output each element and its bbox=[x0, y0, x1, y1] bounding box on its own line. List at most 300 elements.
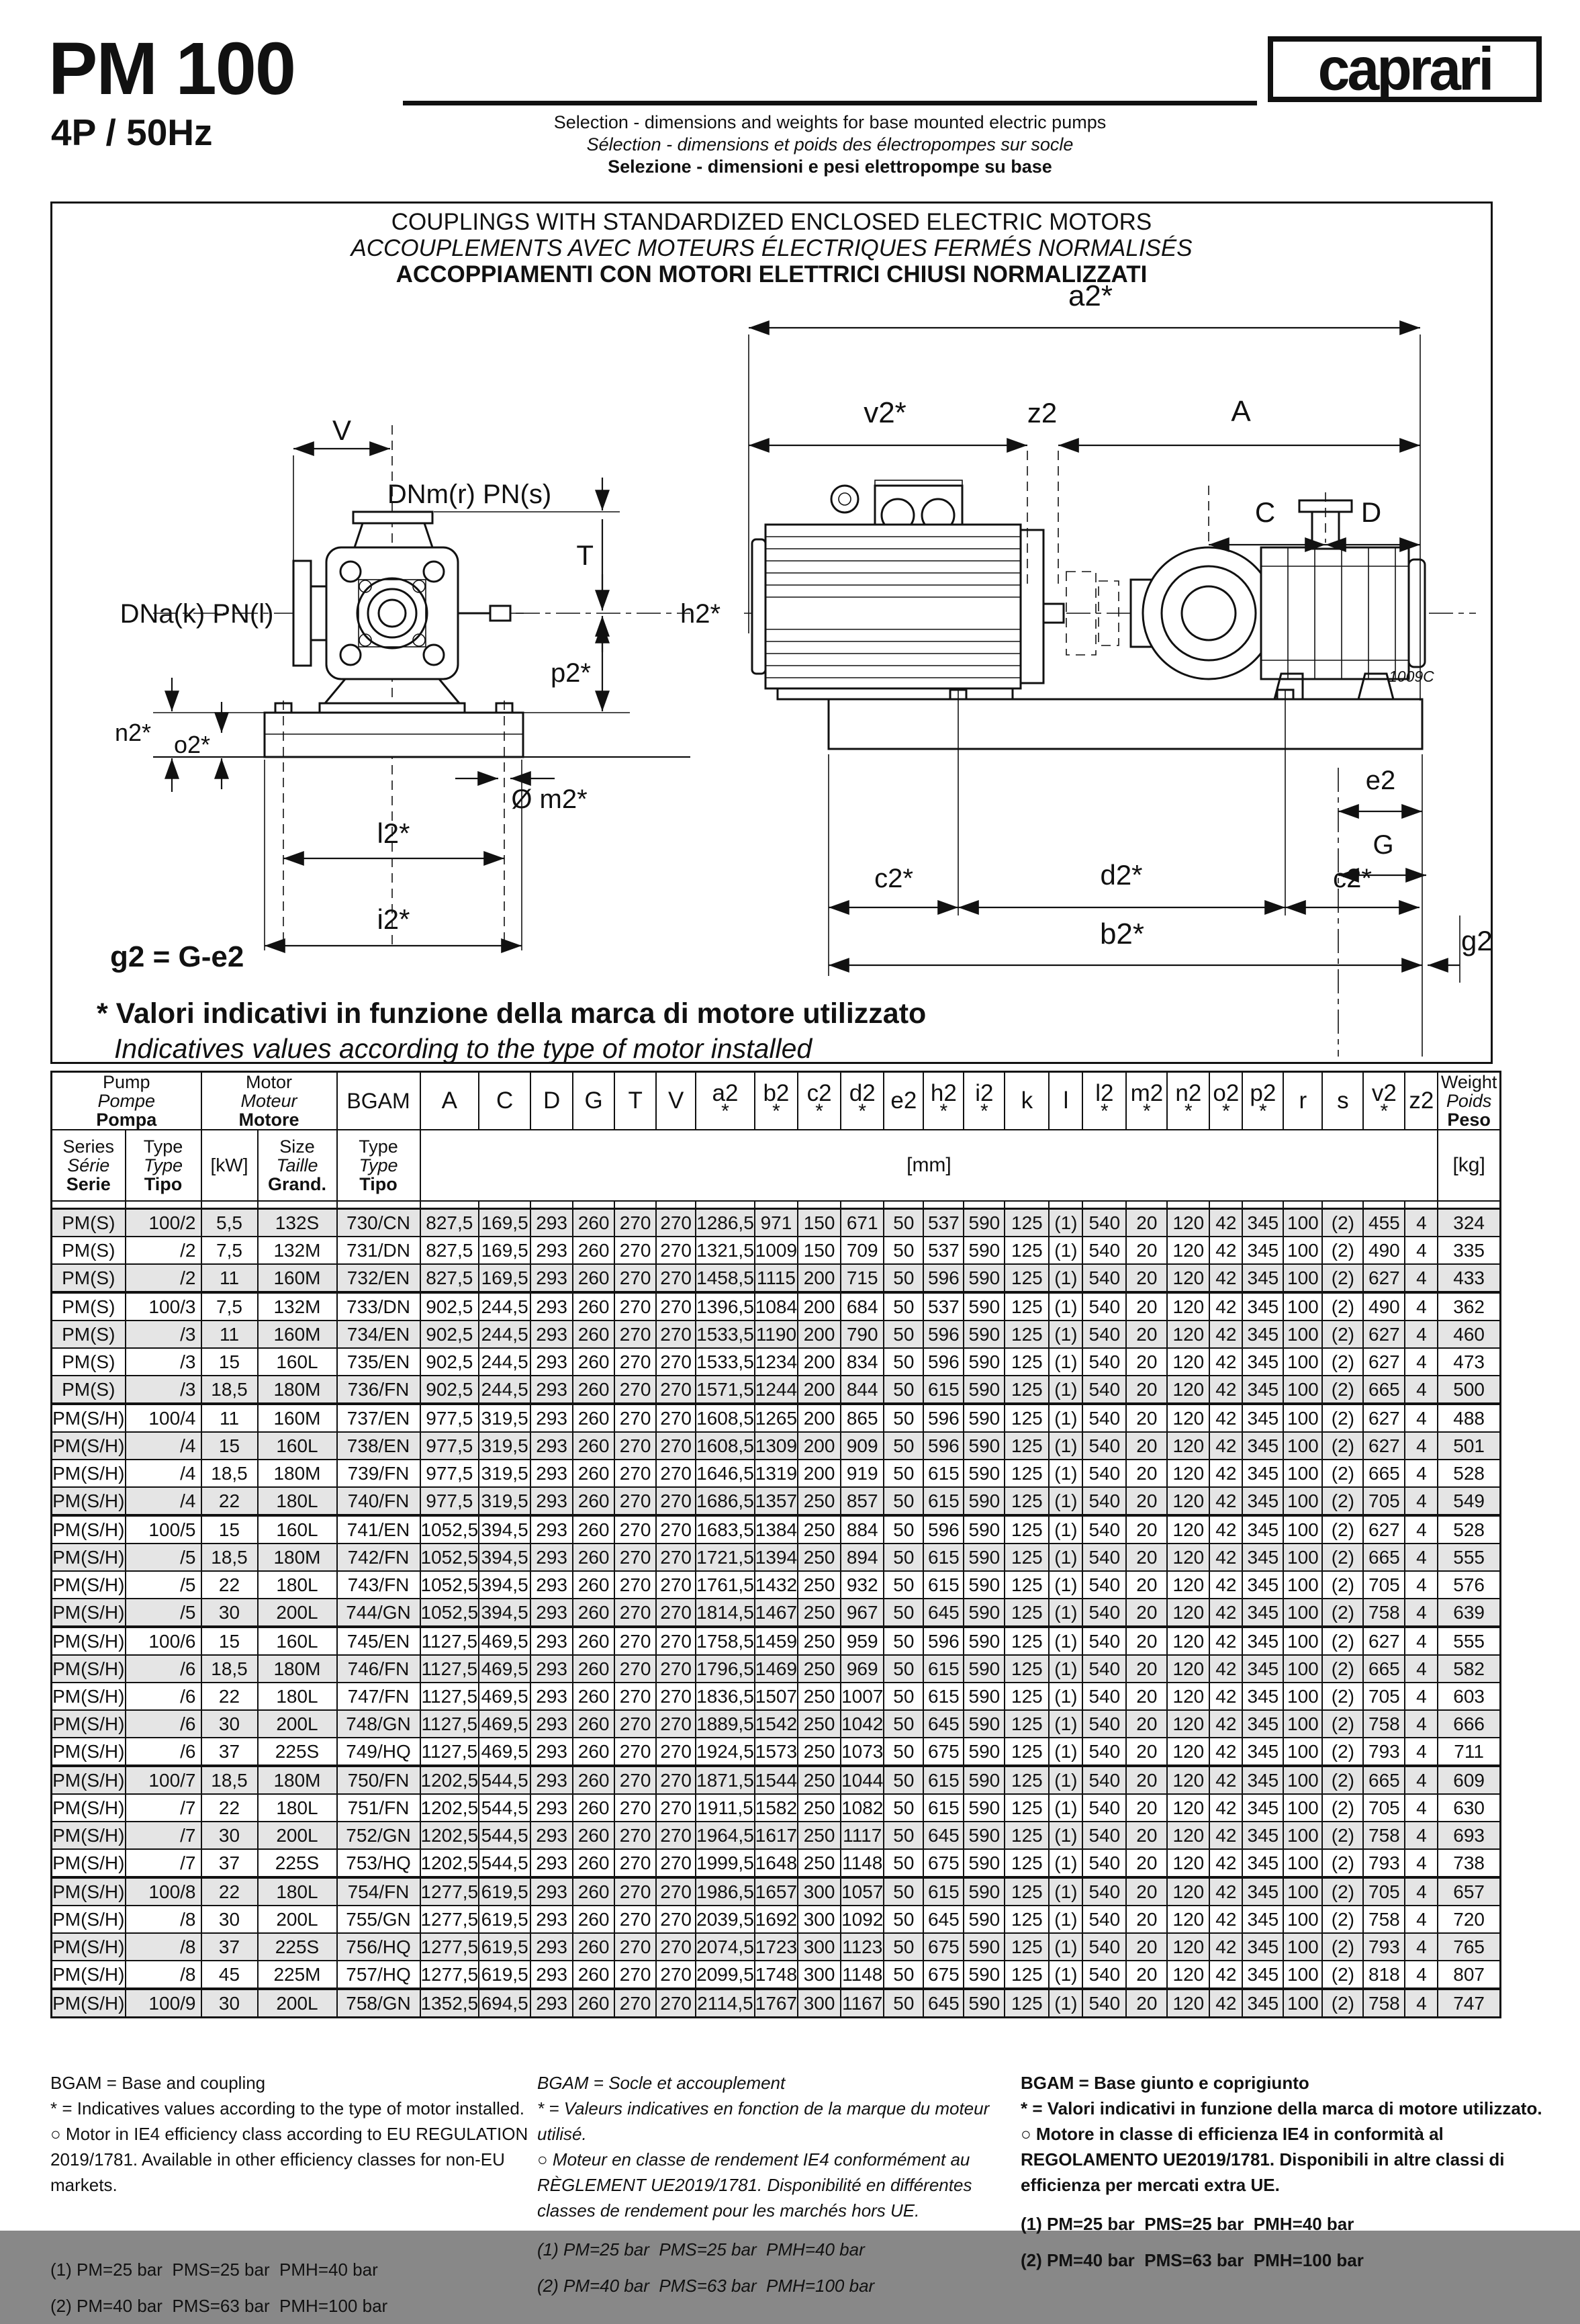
cell-size: 180L bbox=[258, 1487, 337, 1515]
cell-size: 180M bbox=[258, 1766, 337, 1794]
dim-label-c: C bbox=[1254, 496, 1276, 528]
cell-k: 125 bbox=[1005, 1237, 1049, 1264]
cell-D: 293 bbox=[530, 1404, 573, 1432]
cell-type: /4 bbox=[126, 1487, 201, 1515]
cell-c2: 250 bbox=[798, 1544, 841, 1571]
cell-e2: 50 bbox=[884, 1683, 923, 1710]
cell-type: /4 bbox=[126, 1460, 201, 1487]
cell-D: 293 bbox=[530, 1376, 573, 1404]
cell-G: 260 bbox=[573, 1627, 614, 1655]
drawing-frame bbox=[50, 202, 1493, 1064]
cell-n2: 120 bbox=[1167, 1321, 1209, 1348]
cell-kw: 18,5 bbox=[201, 1460, 258, 1487]
dim-label-o2: o2* bbox=[173, 731, 211, 758]
cell-b2: 1767 bbox=[755, 1989, 798, 2018]
cell-a2: 1871,5 bbox=[696, 1766, 755, 1794]
cell-D: 293 bbox=[530, 1321, 573, 1348]
cell-b2: 1357 bbox=[755, 1487, 798, 1515]
cell-A: 1202,5 bbox=[420, 1766, 479, 1794]
cell-v2: 793 bbox=[1363, 1738, 1405, 1766]
cell-G: 260 bbox=[573, 1209, 614, 1237]
cell-i2: 590 bbox=[964, 1766, 1005, 1794]
cell-l2: 540 bbox=[1082, 1348, 1126, 1376]
cell-type: /8 bbox=[126, 1961, 201, 1989]
cell-series: PM(S/H) bbox=[52, 1766, 126, 1794]
cell-l: (1) bbox=[1049, 1933, 1082, 1961]
cell-d2: 969 bbox=[841, 1655, 884, 1683]
cell-b2: 1309 bbox=[755, 1432, 798, 1460]
cell-size: 160L bbox=[258, 1627, 337, 1655]
page-subtitle: 4P / 50Hz bbox=[51, 111, 213, 153]
cell-weight: 576 bbox=[1438, 1571, 1500, 1599]
cell-series: PM(S/H) bbox=[52, 1710, 126, 1738]
cell-p2: 345 bbox=[1242, 1822, 1283, 1849]
cell-A: 1052,5 bbox=[420, 1515, 479, 1544]
dim-label-d: D bbox=[1360, 496, 1382, 528]
cell-v2: 455 bbox=[1363, 1209, 1405, 1237]
cell-kw: 18,5 bbox=[201, 1376, 258, 1404]
cell-s: (2) bbox=[1322, 1348, 1363, 1376]
cell-a2: 1836,5 bbox=[696, 1683, 755, 1710]
cell-l2: 540 bbox=[1082, 1961, 1126, 1989]
cell-m2: 20 bbox=[1126, 1487, 1167, 1515]
cell-n2: 120 bbox=[1167, 1933, 1209, 1961]
cell-r: 100 bbox=[1283, 1627, 1322, 1655]
cell-e2: 50 bbox=[884, 1627, 923, 1655]
cell-i2: 590 bbox=[964, 1571, 1005, 1599]
cell-n2: 120 bbox=[1167, 1906, 1209, 1933]
cell-V: 270 bbox=[656, 1571, 696, 1599]
header-dim-D: D bbox=[530, 1072, 573, 1130]
footnote-pressure2-fr: (2) PM=40 bar PMS=63 bar PMH=100 bar bbox=[537, 2276, 875, 2296]
caprari-logo-text: caprari bbox=[1317, 35, 1492, 103]
cell-m2: 20 bbox=[1126, 1209, 1167, 1237]
cell-v2: 758 bbox=[1363, 1599, 1405, 1627]
cell-T: 270 bbox=[614, 1849, 656, 1877]
cell-type: /3 bbox=[126, 1321, 201, 1348]
cell-type: /7 bbox=[126, 1822, 201, 1849]
cell-e2: 50 bbox=[884, 1933, 923, 1961]
table-row-739/FN bbox=[52, 1460, 1501, 1487]
cell-r: 100 bbox=[1283, 1404, 1322, 1432]
cell-G: 260 bbox=[573, 1571, 614, 1599]
cell-kw: 37 bbox=[201, 1738, 258, 1766]
cell-A: 1127,5 bbox=[420, 1627, 479, 1655]
cell-l: (1) bbox=[1049, 1571, 1082, 1599]
cell-T: 270 bbox=[614, 1961, 656, 1989]
indicative-note-bold: * Valori indicativi in funzione della marca di motore utilizzato bbox=[97, 997, 927, 1030]
cell-type: /7 bbox=[126, 1849, 201, 1877]
cell-series: PM(S/H) bbox=[52, 1989, 126, 2018]
footnote-pressure1-en: (1) PM=25 bar PMS=25 bar PMH=40 bar bbox=[50, 2260, 378, 2280]
cell-l: (1) bbox=[1049, 1487, 1082, 1515]
cell-G: 260 bbox=[573, 1432, 614, 1460]
cell-c2: 200 bbox=[798, 1321, 841, 1348]
header-unit-mm: [mm] bbox=[420, 1130, 1438, 1201]
cell-bgam: 741/EN bbox=[337, 1515, 420, 1544]
cell-r: 100 bbox=[1283, 1683, 1322, 1710]
cell-p2: 345 bbox=[1242, 1321, 1283, 1348]
cell-type: /5 bbox=[126, 1571, 201, 1599]
cell-s: (2) bbox=[1322, 1961, 1363, 1989]
cell-e2: 50 bbox=[884, 1264, 923, 1292]
cell-T: 270 bbox=[614, 1710, 656, 1738]
cell-series: PM(S) bbox=[52, 1237, 126, 1264]
pump-front-dimensions bbox=[110, 414, 721, 973]
cell-o2: 42 bbox=[1209, 1933, 1242, 1961]
cell-v2: 705 bbox=[1363, 1487, 1405, 1515]
dim-label-d2: d2* bbox=[1100, 859, 1143, 891]
cell-a2: 1458,5 bbox=[696, 1264, 755, 1292]
cell-C: 244,5 bbox=[479, 1321, 530, 1348]
cell-l: (1) bbox=[1049, 1321, 1082, 1348]
cell-series: PM(S) bbox=[52, 1321, 126, 1348]
cell-type: /7 bbox=[126, 1794, 201, 1822]
cell-a2: 1286,5 bbox=[696, 1209, 755, 1237]
cell-T: 270 bbox=[614, 1683, 656, 1710]
cell-m2: 20 bbox=[1126, 1822, 1167, 1849]
cell-V: 270 bbox=[656, 1766, 696, 1794]
cell-size: 200L bbox=[258, 1710, 337, 1738]
cell-b2: 1432 bbox=[755, 1571, 798, 1599]
cell-bgam: 755/GN bbox=[337, 1906, 420, 1933]
cell-V: 270 bbox=[656, 1292, 696, 1321]
cell-p2: 345 bbox=[1242, 1487, 1283, 1515]
cell-weight: 500 bbox=[1438, 1376, 1500, 1404]
cell-T: 270 bbox=[614, 1321, 656, 1348]
cell-o2: 42 bbox=[1209, 1515, 1242, 1544]
footnote-bgam-fr: BGAM = Socle et accouplement bbox=[537, 2073, 786, 2093]
cell-kw: 15 bbox=[201, 1627, 258, 1655]
cell-s: (2) bbox=[1322, 1933, 1363, 1961]
dim-label-g: G bbox=[1373, 830, 1394, 860]
dimensions-table bbox=[50, 1071, 1501, 2018]
header-dim-V: V bbox=[656, 1072, 696, 1130]
cell-c2: 250 bbox=[798, 1766, 841, 1794]
cell-series: PM(S) bbox=[52, 1209, 126, 1237]
cell-type: 100/3 bbox=[126, 1292, 201, 1321]
cell-v2: 705 bbox=[1363, 1877, 1405, 1906]
cell-D: 293 bbox=[530, 1906, 573, 1933]
cell-G: 260 bbox=[573, 1544, 614, 1571]
cell-v2: 665 bbox=[1363, 1544, 1405, 1571]
cell-V: 270 bbox=[656, 1877, 696, 1906]
cell-size: 180M bbox=[258, 1460, 337, 1487]
cell-weight: 630 bbox=[1438, 1794, 1500, 1822]
cell-T: 270 bbox=[614, 1544, 656, 1571]
cell-T: 270 bbox=[614, 1599, 656, 1627]
cell-e2: 50 bbox=[884, 1849, 923, 1877]
cell-n2: 120 bbox=[1167, 1515, 1209, 1544]
cell-size: 160L bbox=[258, 1515, 337, 1544]
cell-n2: 120 bbox=[1167, 1264, 1209, 1292]
cell-s: (2) bbox=[1322, 1264, 1363, 1292]
cell-n2: 120 bbox=[1167, 1655, 1209, 1683]
cell-V: 270 bbox=[656, 1933, 696, 1961]
table-row-756/HQ bbox=[52, 1933, 1501, 1961]
cell-bgam: 738/EN bbox=[337, 1432, 420, 1460]
cell-G: 260 bbox=[573, 1794, 614, 1822]
footnote-motor-fr: ○ Moteur en classe de rendement IE4 conformément au RÈGLEMENT UE2019/1781. Disponibilité en différentes classes de rendement pour les marchés hors UE. bbox=[537, 2149, 972, 2221]
header-dim-i2: i2 * bbox=[964, 1072, 1005, 1130]
cell-series: PM(S/H) bbox=[52, 1404, 126, 1432]
cell-D: 293 bbox=[530, 1655, 573, 1683]
cell-l: (1) bbox=[1049, 1264, 1082, 1292]
cell-weight: 609 bbox=[1438, 1766, 1500, 1794]
cell-bgam: 748/GN bbox=[337, 1710, 420, 1738]
cell-G: 260 bbox=[573, 1989, 614, 2018]
cell-n2: 120 bbox=[1167, 1794, 1209, 1822]
cell-b2: 1692 bbox=[755, 1906, 798, 1933]
cell-size: 180M bbox=[258, 1544, 337, 1571]
cell-p2: 345 bbox=[1242, 1961, 1283, 1989]
cell-k: 125 bbox=[1005, 1348, 1049, 1376]
cell-z2: 4 bbox=[1405, 1237, 1438, 1264]
cell-r: 100 bbox=[1283, 1961, 1322, 1989]
cell-r: 100 bbox=[1283, 1571, 1322, 1599]
cell-a2: 1796,5 bbox=[696, 1655, 755, 1683]
cell-l: (1) bbox=[1049, 1515, 1082, 1544]
cell-r: 100 bbox=[1283, 1599, 1322, 1627]
cell-b2: 1115 bbox=[755, 1264, 798, 1292]
cell-G: 260 bbox=[573, 1599, 614, 1627]
cell-A: 1052,5 bbox=[420, 1599, 479, 1627]
cell-G: 260 bbox=[573, 1849, 614, 1877]
cell-d2: 1073 bbox=[841, 1738, 884, 1766]
cell-bgam: 743/FN bbox=[337, 1571, 420, 1599]
cell-A: 1127,5 bbox=[420, 1738, 479, 1766]
cell-m2: 20 bbox=[1126, 1906, 1167, 1933]
footnotes-fr bbox=[537, 2070, 1011, 2304]
cell-weight: 657 bbox=[1438, 1877, 1500, 1906]
drawing-heading-en: COUPLINGS WITH STANDARDIZED ENCLOSED ELECTRIC MOTORS bbox=[391, 209, 1152, 235]
cell-o2: 42 bbox=[1209, 1599, 1242, 1627]
cell-v2: 665 bbox=[1363, 1766, 1405, 1794]
cell-D: 293 bbox=[530, 1515, 573, 1544]
cell-C: 469,5 bbox=[479, 1655, 530, 1683]
cell-D: 293 bbox=[530, 1209, 573, 1237]
dim-label-i2: i2* bbox=[377, 903, 410, 935]
cell-C: 169,5 bbox=[479, 1209, 530, 1237]
cell-G: 260 bbox=[573, 1906, 614, 1933]
cell-l: (1) bbox=[1049, 1822, 1082, 1849]
cell-d2: 1042 bbox=[841, 1710, 884, 1738]
cell-n2: 120 bbox=[1167, 1404, 1209, 1432]
cell-a2: 1608,5 bbox=[696, 1404, 755, 1432]
cell-k: 125 bbox=[1005, 1877, 1049, 1906]
cell-c2: 250 bbox=[798, 1849, 841, 1877]
cell-a2: 1999,5 bbox=[696, 1849, 755, 1877]
cell-s: (2) bbox=[1322, 1321, 1363, 1348]
cell-i2: 590 bbox=[964, 1683, 1005, 1710]
cell-bgam: 745/EN bbox=[337, 1627, 420, 1655]
cell-r: 100 bbox=[1283, 1933, 1322, 1961]
dim-label-b2: b2* bbox=[1099, 918, 1145, 950]
cell-bgam: 751/FN bbox=[337, 1794, 420, 1822]
cell-s: (2) bbox=[1322, 1292, 1363, 1321]
cell-bgam: 752/GN bbox=[337, 1822, 420, 1849]
cell-C: 469,5 bbox=[479, 1683, 530, 1710]
cell-l: (1) bbox=[1049, 1961, 1082, 1989]
cell-bgam: 746/FN bbox=[337, 1655, 420, 1683]
cell-C: 394,5 bbox=[479, 1571, 530, 1599]
cell-o2: 42 bbox=[1209, 1655, 1242, 1683]
cell-z2: 4 bbox=[1405, 1376, 1438, 1404]
dim-label-z2: z2 bbox=[1027, 397, 1058, 429]
table-row-744/GN bbox=[52, 1599, 1501, 1627]
dim-label-p2: p2* bbox=[550, 658, 591, 688]
cell-d2: 1167 bbox=[841, 1989, 884, 2018]
cell-A: 827,5 bbox=[420, 1264, 479, 1292]
table-row-733/DN bbox=[52, 1292, 1501, 1321]
cell-k: 125 bbox=[1005, 1683, 1049, 1710]
cell-size: 200L bbox=[258, 1989, 337, 2018]
cell-bgam: 756/HQ bbox=[337, 1933, 420, 1961]
cell-C: 244,5 bbox=[479, 1292, 530, 1321]
cell-size: 160L bbox=[258, 1432, 337, 1460]
cell-p2: 345 bbox=[1242, 1655, 1283, 1683]
footnotes-en bbox=[50, 2070, 551, 2324]
cell-n2: 120 bbox=[1167, 1766, 1209, 1794]
cell-m2: 20 bbox=[1126, 1961, 1167, 1989]
cell-V: 270 bbox=[656, 1961, 696, 1989]
cell-V: 270 bbox=[656, 1460, 696, 1487]
cell-m2: 20 bbox=[1126, 1460, 1167, 1487]
cell-G: 260 bbox=[573, 1264, 614, 1292]
cell-o2: 42 bbox=[1209, 1209, 1242, 1237]
cell-i2: 590 bbox=[964, 1599, 1005, 1627]
cell-C: 619,5 bbox=[479, 1961, 530, 1989]
cell-e2: 50 bbox=[884, 1794, 923, 1822]
cell-C: 619,5 bbox=[479, 1933, 530, 1961]
header-type: Type Type Tipo bbox=[126, 1130, 201, 1201]
cell-r: 100 bbox=[1283, 1766, 1322, 1794]
cell-m2: 20 bbox=[1126, 1348, 1167, 1376]
cell-h2: 596 bbox=[923, 1404, 964, 1432]
cell-D: 293 bbox=[530, 1487, 573, 1515]
cell-c2: 250 bbox=[798, 1683, 841, 1710]
cell-weight: 460 bbox=[1438, 1321, 1500, 1348]
cell-m2: 20 bbox=[1126, 1237, 1167, 1264]
cell-n2: 120 bbox=[1167, 1237, 1209, 1264]
header-bgam: BGAM bbox=[337, 1072, 420, 1130]
cell-size: 180L bbox=[258, 1571, 337, 1599]
cell-p2: 345 bbox=[1242, 1766, 1283, 1794]
cell-V: 270 bbox=[656, 1404, 696, 1432]
cell-m2: 20 bbox=[1126, 1794, 1167, 1822]
cell-n2: 120 bbox=[1167, 1292, 1209, 1321]
cell-kw: 22 bbox=[201, 1683, 258, 1710]
cell-l2: 540 bbox=[1082, 1544, 1126, 1571]
cell-a2: 1683,5 bbox=[696, 1515, 755, 1544]
cell-T: 270 bbox=[614, 1571, 656, 1599]
cell-type: /5 bbox=[126, 1544, 201, 1571]
table-row-734/EN bbox=[52, 1321, 1501, 1348]
cell-d2: 894 bbox=[841, 1544, 884, 1571]
cell-weight: 473 bbox=[1438, 1348, 1500, 1376]
cell-V: 270 bbox=[656, 1683, 696, 1710]
drawing-heading-fr: ACCOUPLEMENTS AVEC MOTEURS ÉLECTRIQUES FERMÉS NORMALISÉS bbox=[351, 235, 1193, 261]
table-row-732/EN bbox=[52, 1264, 1501, 1292]
cell-e2: 50 bbox=[884, 1376, 923, 1404]
cell-i2: 590 bbox=[964, 1237, 1005, 1264]
cell-s: (2) bbox=[1322, 1571, 1363, 1599]
cell-series: PM(S) bbox=[52, 1292, 126, 1321]
header-dim-T: T bbox=[614, 1072, 656, 1130]
cell-v2: 818 bbox=[1363, 1961, 1405, 1989]
cell-T: 270 bbox=[614, 1627, 656, 1655]
cell-d2: 959 bbox=[841, 1627, 884, 1655]
cell-i2: 590 bbox=[964, 1794, 1005, 1822]
cell-A: 977,5 bbox=[420, 1487, 479, 1515]
cell-z2: 4 bbox=[1405, 1348, 1438, 1376]
cell-type: 100/6 bbox=[126, 1627, 201, 1655]
indicative-note-italic: Indicatives values according to the type of motor installed bbox=[114, 1033, 812, 1064]
cell-G: 260 bbox=[573, 1292, 614, 1321]
cell-i2: 590 bbox=[964, 1822, 1005, 1849]
cell-weight: 555 bbox=[1438, 1627, 1500, 1655]
cell-kw: 18,5 bbox=[201, 1766, 258, 1794]
cell-weight: 738 bbox=[1438, 1849, 1500, 1877]
cell-h2: 645 bbox=[923, 1710, 964, 1738]
cell-v2: 665 bbox=[1363, 1376, 1405, 1404]
cell-z2: 4 bbox=[1405, 1544, 1438, 1571]
cell-k: 125 bbox=[1005, 1292, 1049, 1321]
cell-r: 100 bbox=[1283, 1849, 1322, 1877]
cell-v2: 627 bbox=[1363, 1264, 1405, 1292]
cell-h2: 596 bbox=[923, 1432, 964, 1460]
cell-z2: 4 bbox=[1405, 1906, 1438, 1933]
cell-size: 160L bbox=[258, 1348, 337, 1376]
cell-o2: 42 bbox=[1209, 1766, 1242, 1794]
cell-m2: 20 bbox=[1126, 1627, 1167, 1655]
cell-bgam: 747/FN bbox=[337, 1683, 420, 1710]
footnote-motor-en: ○ Motor in IE4 efficiency class according to EU REGULATION 2019/1781. Available in other efficiency classes for non-EU markets. bbox=[50, 2124, 528, 2195]
cell-k: 125 bbox=[1005, 1515, 1049, 1544]
cell-A: 1052,5 bbox=[420, 1544, 479, 1571]
cell-C: 469,5 bbox=[479, 1627, 530, 1655]
cell-h2: 645 bbox=[923, 1906, 964, 1933]
cell-z2: 4 bbox=[1405, 1710, 1438, 1738]
cell-o2: 42 bbox=[1209, 1432, 1242, 1460]
cell-n2: 120 bbox=[1167, 1989, 1209, 2018]
cell-e2: 50 bbox=[884, 1515, 923, 1544]
cell-e2: 50 bbox=[884, 1906, 923, 1933]
cell-h2: 645 bbox=[923, 1822, 964, 1849]
cell-l: (1) bbox=[1049, 1738, 1082, 1766]
cell-size: 225M bbox=[258, 1961, 337, 1989]
cell-p2: 345 bbox=[1242, 1849, 1283, 1877]
cell-i2: 590 bbox=[964, 1264, 1005, 1292]
cell-m2: 20 bbox=[1126, 1599, 1167, 1627]
cell-weight: 433 bbox=[1438, 1264, 1500, 1292]
cell-z2: 4 bbox=[1405, 1877, 1438, 1906]
cell-o2: 42 bbox=[1209, 1906, 1242, 1933]
cell-z2: 4 bbox=[1405, 1404, 1438, 1432]
cell-k: 125 bbox=[1005, 1989, 1049, 2018]
cell-bgam: 736/FN bbox=[337, 1376, 420, 1404]
cell-size: 132M bbox=[258, 1292, 337, 1321]
cell-type: 100/8 bbox=[126, 1877, 201, 1906]
cell-r: 100 bbox=[1283, 1544, 1322, 1571]
cell-k: 125 bbox=[1005, 1655, 1049, 1683]
cell-A: 1127,5 bbox=[420, 1655, 479, 1683]
cell-s: (2) bbox=[1322, 1209, 1363, 1237]
cell-c2: 200 bbox=[798, 1460, 841, 1487]
cell-e2: 50 bbox=[884, 1822, 923, 1849]
cell-s: (2) bbox=[1322, 1766, 1363, 1794]
cell-series: PM(S/H) bbox=[52, 1432, 126, 1460]
